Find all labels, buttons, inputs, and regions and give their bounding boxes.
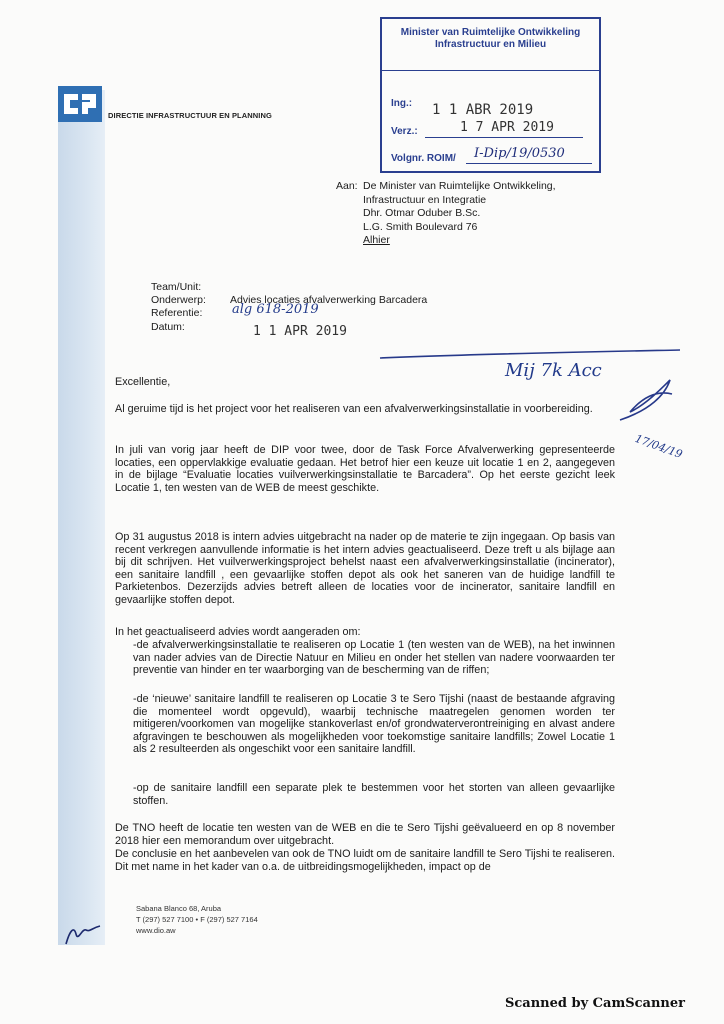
paragraph: In juli van vorig jaar heeft de DIP voor twee, door de Task Force Afvalverwerking gepresenteerde locaties, een oppervlakkige evaluatie gedaan. Het betrof hier een keuze uit locatie 1 en 2, aangegeven in de bijlage “Evaluatie locaties vuilverwerkingsinstallatie te Barcadera”. Op het eerste gezicht leek Locatie 1, ten westen van de WEB de meest geschikte.: [115, 444, 615, 494]
footer-website: www.dio.aw: [136, 926, 176, 935]
stamp-ing-label: Ing.:: [391, 98, 413, 109]
stamp-volgnr-line: [466, 163, 592, 164]
recipient-label: Aan:: [336, 180, 358, 192]
recipient-address: [363, 180, 556, 248]
paragraph: Al geruime tijd is het project voor het realiseren van een afvalverwerkingsinstallatie in voorbereiding.: [115, 403, 593, 415]
stamp-verz-label: Verz.:: [391, 126, 418, 137]
footer-phone: T (297) 527 7100 • F (297) 527 7164: [136, 915, 258, 924]
reference-value: alg 618-2019: [232, 302, 319, 317]
stamp-volgnr-label: Volgnr. ROIM/: [391, 153, 456, 164]
stamp-volgnr-value: I-Dip/19/0530: [474, 146, 565, 161]
stamp-title: [382, 19, 599, 71]
paragraph: De conclusie en het aanbevelen van ook de TNO luidt om de sanitaire landfill te Sero Tijshi te realiseren. Dit met name in het kader van o.a. de uitbreidingsmogelijkheden, impact op de: [115, 848, 615, 873]
stamp-verz-line: [425, 137, 583, 138]
initials-scribble: [64, 920, 104, 948]
letterhead-side-band: [58, 90, 105, 945]
reference-label: Referentie:: [151, 307, 203, 319]
received-stamp: [380, 17, 601, 173]
margin-date: 17/04/19: [633, 431, 685, 462]
recipient-line: Dhr. Otmar Oduber B.Sc.: [363, 207, 481, 219]
dip-logo: [58, 86, 102, 122]
advice-item: -de ‘nieuwe’ sanitaire landfill te realiseren op Locatie 3 te Sero Tijshi (naast de bestaande afgraving die momenteel wordt opgevuld), waarbij technische maatregelen genomen worden ter mitigeren/voorkomen van mogelijke stankoverlast en/of grondwaterverontreiniging en alvast andere afgravingen te beschouwen als mogelijkheden voor toekomstige sanitaire landfills; Zowel Locatie 1 als 2 resulteerden als ongeschikt voor een sanitaire landfill.: [133, 693, 615, 756]
advice-item: -de afvalverwerkingsinstallatie te realiseren op Locatie 1 (ten westen van de WEB), na het inwinnen van nader advies van de Directie Natuur en Milieu en onder het stellen van nadere voorwaarden ter preventie van hinder en ter waarborging van de bescherming van de riffen;: [133, 639, 615, 677]
advice-item: -op de sanitaire landfill een separate plek te bestemmen voor het storten van alleen gevaarlijke stoffen.: [133, 782, 615, 807]
salutation: Excellentie,: [115, 376, 171, 388]
camscanner-watermark: Scanned by CamScanner: [505, 996, 685, 1011]
recipient-line: Alhier: [363, 234, 390, 246]
date-label: Datum:: [151, 321, 185, 333]
stamp-title-line2: Infrastructuur en Milieu: [434, 39, 547, 50]
letterhead-footer: [136, 903, 258, 936]
stamp-verz-date: 1 7 APR 2019: [460, 120, 554, 135]
paragraph: De TNO heeft de locatie ten westen van de WEB en die te Sero Tijshi geëvalueerd en op 8 november 2018 hier een memorandum over uitgebracht.: [115, 822, 615, 847]
stamp-title-line1: Minister van Ruimtelijke Ontwikkeling: [400, 27, 581, 38]
date-value: 1 1 APR 2019: [253, 324, 347, 339]
paragraph: In het geactualiseerd advies wordt aangeraden om:: [115, 626, 361, 638]
team-label: Team/Unit:: [151, 281, 202, 293]
recipient-line: L.G. Smith Boulevard 76: [363, 220, 478, 233]
paragraph: Op 31 augustus 2018 is intern advies uitgebracht na nader op de materie te zijn ingegaan. Op basis van recent verkregen aanvullende informatie is het intern advies geactualiseerd. Deze treft u als bijlage aan bij dit schrijven. Het vuilverwerkingsproject behelst naast een afvalverwerkingsinstallatie (incinerator), een sanitaire landfill , een gevaarlijke stoffen depot als ook het saneren van de huidige landfill te Parkietenbos. Dezerzijds advies betreft alleen de locaties voor de incinerator, sanitaire landfill en gevaarlijke stoffen depot.: [115, 531, 615, 606]
subject-value: Advies locaties afvalverwerking Barcadera: [230, 294, 428, 306]
recipient-line: De Minister van Ruimtelijke Ontwikkeling,: [363, 180, 556, 192]
subject-label: Onderwerp:: [151, 294, 206, 306]
margin-initials: Mij 7k Acc: [505, 360, 602, 381]
footer-address: Sabana Blanco 68, Aruba: [136, 904, 222, 913]
stamp-ing-date: 1 1 ABR 2019: [432, 102, 534, 118]
org-name: DIRECTIE INFRASTRUCTUUR EN PLANNING: [108, 111, 272, 120]
recipient-line: Infrastructuur en Integratie: [363, 193, 487, 206]
